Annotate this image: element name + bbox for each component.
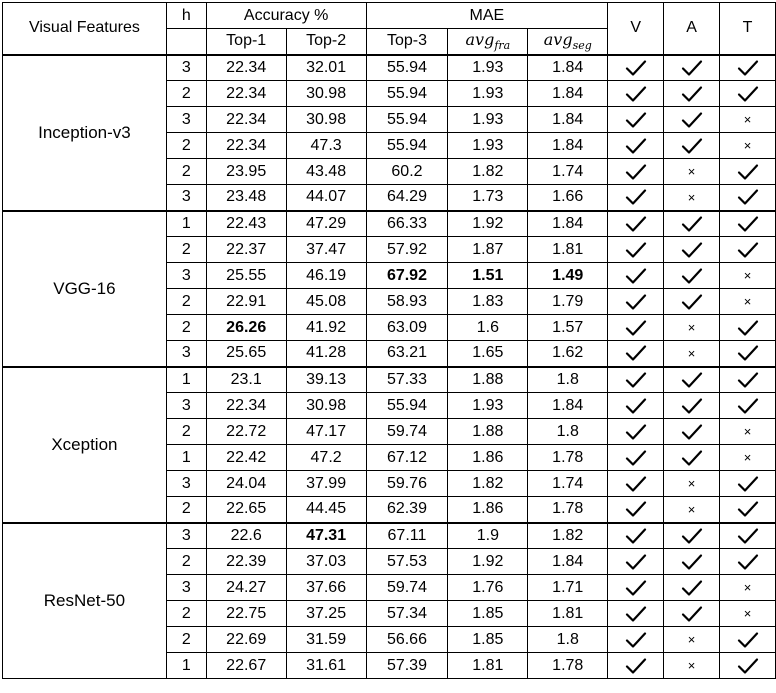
cell-top3: 57.92 bbox=[366, 237, 448, 263]
cell-top3: 57.53 bbox=[366, 549, 448, 575]
check-icon bbox=[720, 211, 776, 237]
cell-seg: 1.74 bbox=[528, 159, 608, 185]
cell-seg: 1.81 bbox=[528, 601, 608, 627]
check-icon bbox=[608, 289, 664, 315]
check-icon bbox=[608, 263, 664, 289]
cell-top1: 24.04 bbox=[206, 471, 286, 497]
visual-feature-name: Inception-v3 bbox=[3, 55, 167, 211]
cell-seg: 1.71 bbox=[528, 575, 608, 601]
check-icon bbox=[608, 497, 664, 523]
cell-fra: 1.65 bbox=[448, 341, 528, 367]
check-icon bbox=[608, 107, 664, 133]
cell-top1: 22.67 bbox=[206, 653, 286, 679]
check-icon bbox=[720, 55, 776, 81]
cell-h: 2 bbox=[166, 159, 206, 185]
check-icon bbox=[664, 133, 720, 159]
cell-top3: 59.74 bbox=[366, 575, 448, 601]
check-icon bbox=[608, 419, 664, 445]
cell-top1: 22.42 bbox=[206, 445, 286, 471]
table-row bbox=[3, 367, 776, 393]
cell-fra: 1.92 bbox=[448, 549, 528, 575]
top1-header: Top-1 bbox=[206, 29, 286, 55]
cell-top1: 22.34 bbox=[206, 133, 286, 159]
cell-top2: 30.98 bbox=[286, 81, 366, 107]
check-icon bbox=[720, 523, 776, 549]
cell-top2: 30.98 bbox=[286, 393, 366, 419]
cell-top3: 59.76 bbox=[366, 471, 448, 497]
visual-feature-name: Xception bbox=[3, 367, 167, 523]
cell-top3: 67.11 bbox=[366, 523, 448, 549]
check-icon bbox=[664, 523, 720, 549]
cell-top2: 37.25 bbox=[286, 601, 366, 627]
cell-h: 2 bbox=[166, 81, 206, 107]
cross-icon: × bbox=[664, 653, 720, 679]
check-icon bbox=[608, 393, 664, 419]
cell-seg: 1.78 bbox=[528, 497, 608, 523]
results-table bbox=[2, 2, 776, 679]
cell-top1: 23.95 bbox=[206, 159, 286, 185]
check-icon bbox=[608, 315, 664, 341]
check-icon bbox=[664, 211, 720, 237]
cell-seg: 1.62 bbox=[528, 341, 608, 367]
cell-top3: 56.66 bbox=[366, 627, 448, 653]
cell-fra: 1.9 bbox=[448, 523, 528, 549]
cell-top2: 47.2 bbox=[286, 445, 366, 471]
cell-fra: 1.93 bbox=[448, 55, 528, 81]
cell-seg: 1.8 bbox=[528, 627, 608, 653]
cell-top3: 55.94 bbox=[366, 133, 448, 159]
check-icon bbox=[720, 627, 776, 653]
check-icon bbox=[608, 159, 664, 185]
cell-fra: 1.86 bbox=[448, 497, 528, 523]
cell-fra: 1.86 bbox=[448, 445, 528, 471]
cell-h: 3 bbox=[166, 575, 206, 601]
cell-seg: 1.57 bbox=[528, 315, 608, 341]
cross-icon: × bbox=[720, 575, 776, 601]
cell-fra: 1.85 bbox=[448, 601, 528, 627]
cell-seg: 1.84 bbox=[528, 107, 608, 133]
cell-top1: 26.26 bbox=[206, 315, 286, 341]
cross-icon: × bbox=[664, 185, 720, 211]
cell-h: 2 bbox=[166, 133, 206, 159]
h-subheader-empty bbox=[166, 29, 206, 55]
cell-top3: 67.12 bbox=[366, 445, 448, 471]
cell-top2: 44.07 bbox=[286, 185, 366, 211]
cell-seg: 1.82 bbox=[528, 523, 608, 549]
check-icon bbox=[608, 471, 664, 497]
t-header: T bbox=[720, 3, 776, 55]
cell-fra: 1.92 bbox=[448, 211, 528, 237]
cell-top3: 58.93 bbox=[366, 289, 448, 315]
cell-top1: 22.34 bbox=[206, 81, 286, 107]
cross-icon: × bbox=[720, 263, 776, 289]
cell-seg: 1.79 bbox=[528, 289, 608, 315]
cross-icon: × bbox=[720, 107, 776, 133]
check-icon bbox=[664, 393, 720, 419]
cell-top1: 23.1 bbox=[206, 367, 286, 393]
cell-fra: 1.82 bbox=[448, 471, 528, 497]
cell-h: 2 bbox=[166, 289, 206, 315]
cell-top2: 44.45 bbox=[286, 497, 366, 523]
cell-h: 2 bbox=[166, 315, 206, 341]
top3-header: Top-3 bbox=[366, 29, 448, 55]
check-icon bbox=[720, 497, 776, 523]
cell-fra: 1.76 bbox=[448, 575, 528, 601]
check-icon bbox=[720, 237, 776, 263]
cell-top1: 22.39 bbox=[206, 549, 286, 575]
check-icon bbox=[664, 107, 720, 133]
cell-top1: 22.65 bbox=[206, 497, 286, 523]
cross-icon: × bbox=[664, 497, 720, 523]
cell-seg: 1.84 bbox=[528, 549, 608, 575]
cell-h: 2 bbox=[166, 419, 206, 445]
cross-icon: × bbox=[720, 133, 776, 159]
cell-top2: 31.59 bbox=[286, 627, 366, 653]
check-icon bbox=[720, 471, 776, 497]
cell-fra: 1.81 bbox=[448, 653, 528, 679]
cell-top2: 46.19 bbox=[286, 263, 366, 289]
cell-top2: 30.98 bbox=[286, 107, 366, 133]
cell-h: 3 bbox=[166, 107, 206, 133]
cross-icon: × bbox=[664, 159, 720, 185]
cell-fra: 1.93 bbox=[448, 107, 528, 133]
check-icon bbox=[664, 237, 720, 263]
cell-seg: 1.84 bbox=[528, 55, 608, 81]
cell-top1: 23.48 bbox=[206, 185, 286, 211]
cell-top3: 55.94 bbox=[366, 107, 448, 133]
cell-top3: 59.74 bbox=[366, 419, 448, 445]
check-icon bbox=[664, 289, 720, 315]
cell-top3: 64.29 bbox=[366, 185, 448, 211]
cell-fra: 1.87 bbox=[448, 237, 528, 263]
cell-top2: 37.66 bbox=[286, 575, 366, 601]
check-icon bbox=[664, 263, 720, 289]
cell-top2: 41.92 bbox=[286, 315, 366, 341]
cell-fra: 1.73 bbox=[448, 185, 528, 211]
cell-top2: 47.17 bbox=[286, 419, 366, 445]
cell-top2: 31.61 bbox=[286, 653, 366, 679]
check-icon bbox=[608, 81, 664, 107]
cell-top2: 47.31 bbox=[286, 523, 366, 549]
cell-h: 1 bbox=[166, 653, 206, 679]
cell-top2: 39.13 bbox=[286, 367, 366, 393]
cell-h: 3 bbox=[166, 263, 206, 289]
cell-seg: 1.81 bbox=[528, 237, 608, 263]
table-row bbox=[3, 523, 776, 549]
check-icon bbox=[720, 367, 776, 393]
check-icon bbox=[608, 185, 664, 211]
cell-top3: 63.09 bbox=[366, 315, 448, 341]
cell-top1: 22.72 bbox=[206, 419, 286, 445]
cell-top1: 22.34 bbox=[206, 107, 286, 133]
cell-h: 2 bbox=[166, 237, 206, 263]
check-icon bbox=[608, 627, 664, 653]
cell-top1: 22.43 bbox=[206, 211, 286, 237]
mae-header: MAE bbox=[366, 3, 608, 29]
cell-top2: 47.3 bbox=[286, 133, 366, 159]
cell-seg: 1.84 bbox=[528, 133, 608, 159]
table-row bbox=[3, 55, 776, 81]
cell-top1: 22.91 bbox=[206, 289, 286, 315]
check-icon bbox=[720, 653, 776, 679]
check-icon bbox=[608, 367, 664, 393]
cell-top1: 24.27 bbox=[206, 575, 286, 601]
cell-fra: 1.88 bbox=[448, 419, 528, 445]
cell-top2: 45.08 bbox=[286, 289, 366, 315]
cell-fra: 1.93 bbox=[448, 81, 528, 107]
check-icon bbox=[608, 653, 664, 679]
check-icon bbox=[664, 81, 720, 107]
cross-icon: × bbox=[664, 471, 720, 497]
top2-header: Top-2 bbox=[286, 29, 366, 55]
check-icon bbox=[608, 341, 664, 367]
cell-fra: 1.82 bbox=[448, 159, 528, 185]
cell-seg: 1.74 bbox=[528, 471, 608, 497]
cell-h: 1 bbox=[166, 367, 206, 393]
cell-top3: 63.21 bbox=[366, 341, 448, 367]
cell-seg: 1.8 bbox=[528, 419, 608, 445]
cell-top2: 32.01 bbox=[286, 55, 366, 81]
check-icon bbox=[664, 55, 720, 81]
cell-h: 3 bbox=[166, 523, 206, 549]
a-header: A bbox=[664, 3, 720, 55]
cell-h: 1 bbox=[166, 211, 206, 237]
cell-top1: 22.6 bbox=[206, 523, 286, 549]
cross-icon: × bbox=[664, 341, 720, 367]
cell-seg: 1.84 bbox=[528, 393, 608, 419]
cell-top3: 66.33 bbox=[366, 211, 448, 237]
cell-top3: 67.92 bbox=[366, 263, 448, 289]
cell-fra: 1.51 bbox=[448, 263, 528, 289]
cell-seg: 1.66 bbox=[528, 185, 608, 211]
cell-h: 1 bbox=[166, 445, 206, 471]
cell-h: 3 bbox=[166, 185, 206, 211]
visual-features-header: Visual Features bbox=[3, 3, 167, 55]
cross-icon: × bbox=[720, 289, 776, 315]
check-icon bbox=[608, 575, 664, 601]
check-icon bbox=[608, 601, 664, 627]
visual-feature-name: ResNet-50 bbox=[3, 523, 167, 679]
check-icon bbox=[720, 81, 776, 107]
cell-top1: 22.34 bbox=[206, 55, 286, 81]
cell-top3: 62.39 bbox=[366, 497, 448, 523]
check-icon bbox=[608, 445, 664, 471]
check-icon bbox=[664, 601, 720, 627]
cell-top1: 22.37 bbox=[206, 237, 286, 263]
v-header: V bbox=[608, 3, 664, 55]
cross-icon: × bbox=[664, 315, 720, 341]
cross-icon: × bbox=[720, 445, 776, 471]
cell-fra: 1.88 bbox=[448, 367, 528, 393]
cell-seg: 1.8 bbox=[528, 367, 608, 393]
check-icon bbox=[608, 55, 664, 81]
check-icon bbox=[720, 341, 776, 367]
cell-top3: 57.39 bbox=[366, 653, 448, 679]
check-icon bbox=[664, 419, 720, 445]
cell-top1: 22.75 bbox=[206, 601, 286, 627]
cell-top1: 25.65 bbox=[206, 341, 286, 367]
check-icon bbox=[720, 549, 776, 575]
check-icon bbox=[720, 315, 776, 341]
check-icon bbox=[608, 133, 664, 159]
cell-seg: 1.78 bbox=[528, 653, 608, 679]
cross-icon: × bbox=[720, 419, 776, 445]
cell-top3: 57.34 bbox=[366, 601, 448, 627]
cell-h: 3 bbox=[166, 341, 206, 367]
visual-feature-name: VGG-16 bbox=[3, 211, 167, 367]
cell-top1: 22.69 bbox=[206, 627, 286, 653]
cell-top1: 22.34 bbox=[206, 393, 286, 419]
cross-icon: × bbox=[664, 627, 720, 653]
cell-top1: 25.55 bbox=[206, 263, 286, 289]
cell-h: 3 bbox=[166, 393, 206, 419]
check-icon bbox=[608, 211, 664, 237]
check-icon bbox=[608, 549, 664, 575]
cell-fra: 1.93 bbox=[448, 133, 528, 159]
avg-seg-header: avg$_{seg}$ bbox=[528, 29, 608, 55]
cell-h: 3 bbox=[166, 55, 206, 81]
cell-top3: 55.94 bbox=[366, 81, 448, 107]
cell-h: 2 bbox=[166, 601, 206, 627]
cell-fra: 1.93 bbox=[448, 393, 528, 419]
cell-top2: 47.29 bbox=[286, 211, 366, 237]
check-icon bbox=[664, 367, 720, 393]
cell-top3: 57.33 bbox=[366, 367, 448, 393]
avg-fra-header: avg$_{fra}$ bbox=[448, 29, 528, 55]
cell-top2: 41.28 bbox=[286, 341, 366, 367]
check-icon bbox=[664, 549, 720, 575]
check-icon bbox=[720, 393, 776, 419]
cell-fra: 1.85 bbox=[448, 627, 528, 653]
cell-h: 3 bbox=[166, 471, 206, 497]
cell-top2: 37.99 bbox=[286, 471, 366, 497]
accuracy-header: Accuracy % bbox=[206, 3, 366, 29]
cell-h: 2 bbox=[166, 497, 206, 523]
check-icon bbox=[608, 523, 664, 549]
cell-top3: 60.2 bbox=[366, 159, 448, 185]
h-header: h bbox=[166, 3, 206, 29]
cell-top2: 37.03 bbox=[286, 549, 366, 575]
cell-top2: 43.48 bbox=[286, 159, 366, 185]
cell-fra: 1.83 bbox=[448, 289, 528, 315]
check-icon bbox=[608, 237, 664, 263]
cell-seg: 1.49 bbox=[528, 263, 608, 289]
table-body bbox=[3, 55, 776, 679]
check-icon bbox=[720, 159, 776, 185]
table-row bbox=[3, 211, 776, 237]
cell-h: 2 bbox=[166, 627, 206, 653]
cell-seg: 1.84 bbox=[528, 211, 608, 237]
cell-h: 2 bbox=[166, 549, 206, 575]
check-icon bbox=[664, 575, 720, 601]
cell-top3: 55.94 bbox=[366, 55, 448, 81]
cell-top3: 55.94 bbox=[366, 393, 448, 419]
check-icon bbox=[720, 185, 776, 211]
cell-top2: 37.47 bbox=[286, 237, 366, 263]
cell-seg: 1.78 bbox=[528, 445, 608, 471]
cross-icon: × bbox=[720, 601, 776, 627]
check-icon bbox=[664, 445, 720, 471]
cell-seg: 1.84 bbox=[528, 81, 608, 107]
cell-fra: 1.6 bbox=[448, 315, 528, 341]
